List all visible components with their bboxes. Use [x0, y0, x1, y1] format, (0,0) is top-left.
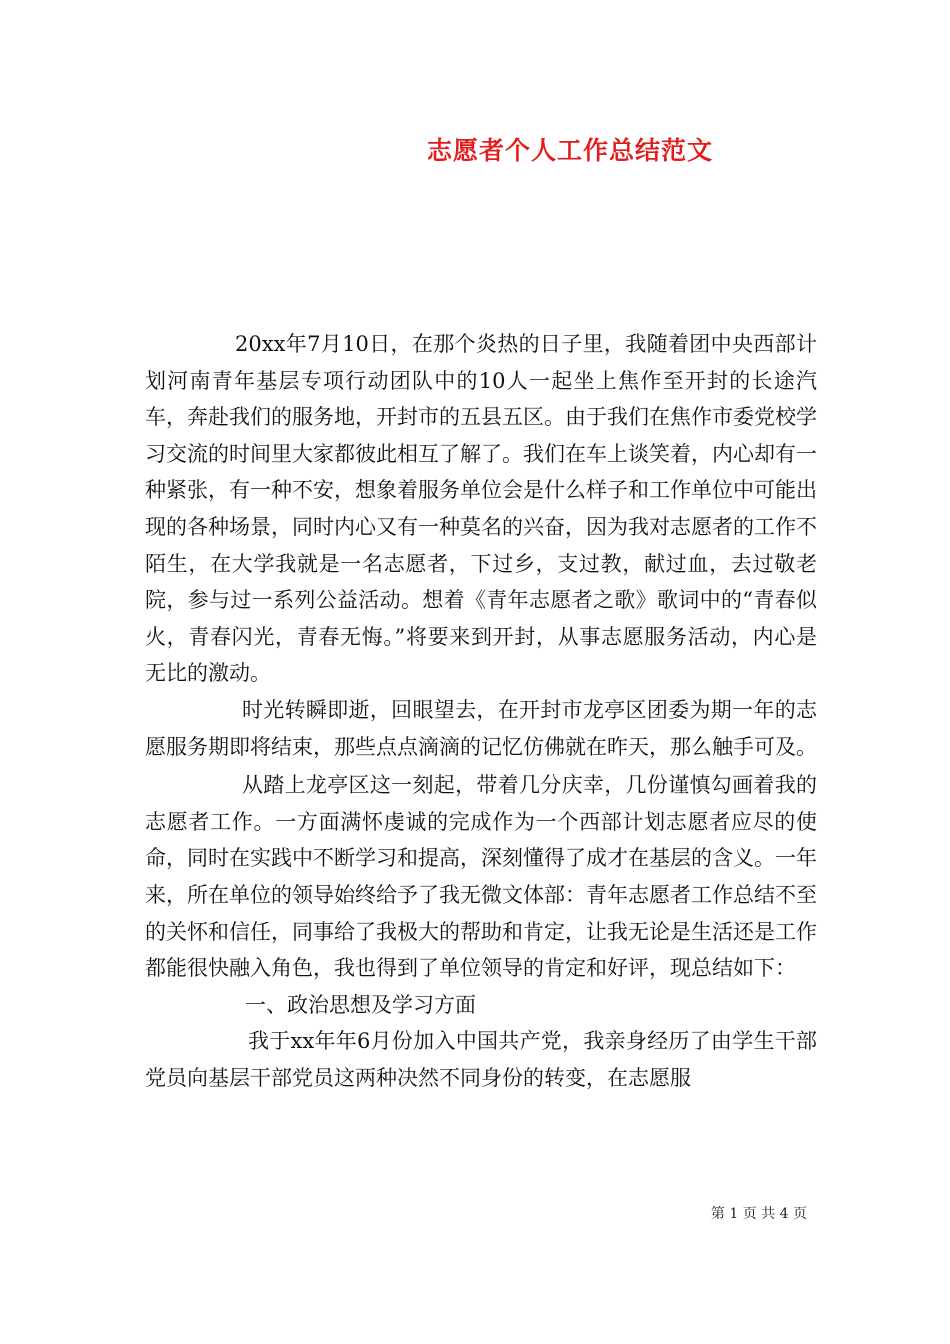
- paragraph-longting: 从踏上龙亭区这一刻起，带着几分庆幸，几份谨慎勾画着我的志愿者工作。一方面满怀虔诚的完成作为一个西部计划志愿者应尽的使命，同时在实践中不断学习和提高，深刻懂得了成才在基层的含义。一年来，所在单位的领导始终给予了我无微文体部：青年志愿者工作总结不至的关怀和信任，同事给了我极大的帮助和肯定，让我无论是生活还是工作都能很快融入角色，我也得到了单位领导的肯定和好评，现总结如下：: [145, 773, 817, 981]
- paragraph-intro: 20xx年7月10日，在那个炎热的日子里，我随着团中央西部计划河南青年基层专项行动团队中的10人一起坐上焦作至开封的长途汽车，奔赴我们的服务地，开封市的五县五区。由于我们在焦作市委党校学习交流的时间里大家都彼此相互了解了。我们在车上谈笑着，内心却有一种紧张，有一种不安，想象着服务单位会是什么样子和工作单位中可能出现的各种场景，同时内心又有一种莫名的兴奋，因为我对志愿者的工作不陌生，在大学我就是一名志愿者，下过乡，支过教，献过血，去过敬老院，参与过一系列公益活动。想着《青年志愿者之歌》歌词中的“青春似火，青春闪光，青春无悔。”将要来到开封，从事志愿服务活动，内心是无比的激动。: [145, 332, 817, 686]
- page-number-footer: 第 1 页 共 4 页: [710, 1206, 807, 1222]
- document-body: [145, 326, 817, 1096]
- document-title: 志愿者个人工作总结范文: [426, 136, 713, 165]
- paragraph-time-flies: 时光转瞬即逝，回眼望去，在开封市龙亭区团委为期一年的志愿服务期即将结束，那些点点滴滴的记忆仿佛就在昨天，那么触手可及。: [145, 697, 817, 759]
- section-heading-politics: 一、政治思想及学习方面: [245, 992, 476, 1017]
- paragraph-party-membership: 我于xx年年6月份加入中国共产党，我亲身经历了由学生干部党员向基层干部党员这两种决然不同身份的转变，在志愿服: [145, 1029, 817, 1090]
